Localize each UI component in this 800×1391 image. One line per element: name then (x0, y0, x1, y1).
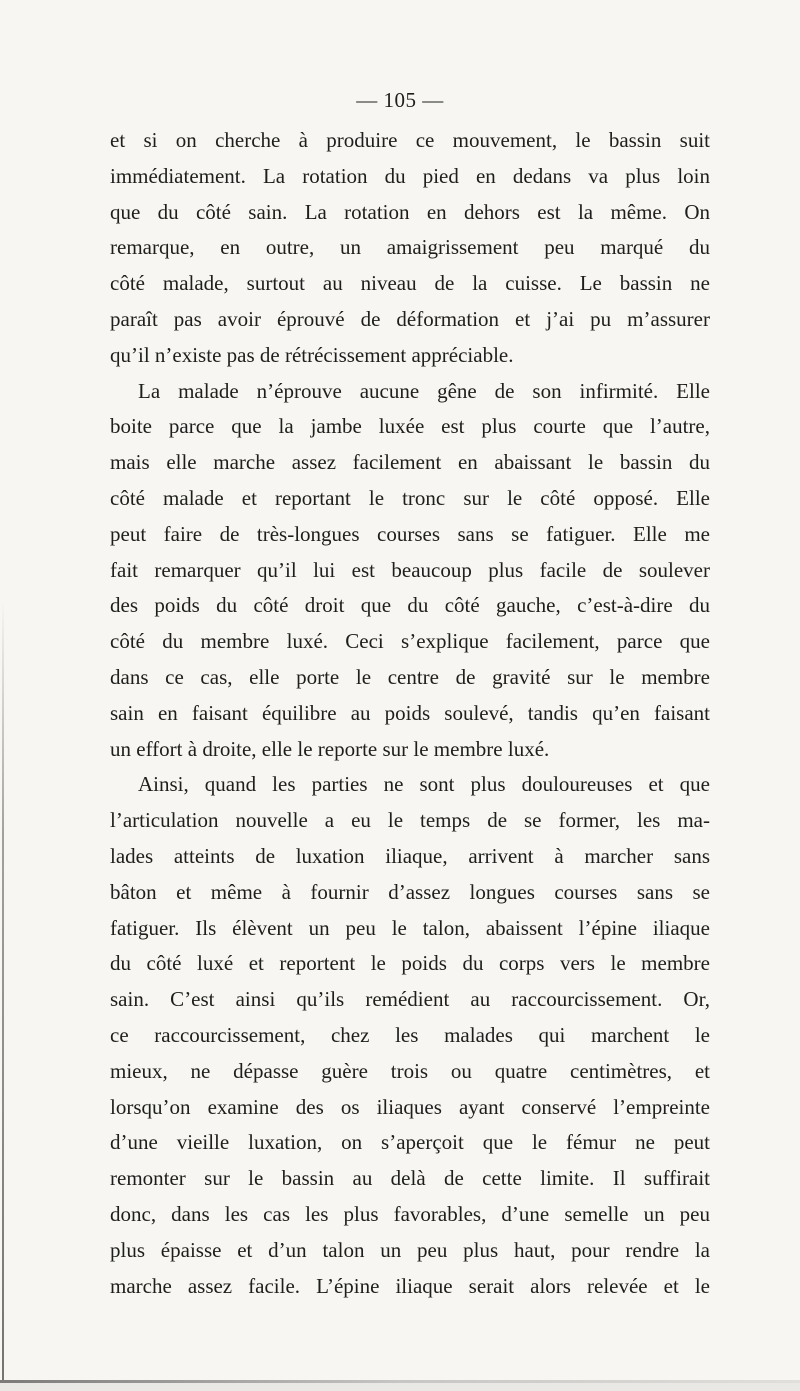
text-line: côté malade, surtout au niveau de la cuisse. Le bassin ne (110, 271, 710, 296)
text-line: côté du membre luxé. Ceci s’explique facilement, parce que (110, 629, 710, 654)
text-line: remarque, en outre, un amaigrissement peu marqué du (110, 235, 710, 260)
text-line: sain en faisant équilibre au poids soulevé, tandis qu’en faisant (110, 700, 710, 725)
text-line: La malade n’éprouve aucune gêne de son infirmité. Elle (138, 378, 710, 403)
text-line: lorsqu’on examine des os iliaques ayant conservé l’empreinte (110, 1094, 710, 1119)
text-line: marche assez facile. L’épine iliaque serait alors relevée et le (110, 1273, 710, 1298)
text-line: et si on cherche à produire ce mouvement, le bassin suit (110, 128, 710, 152)
page-number: — 105 — (356, 88, 444, 112)
text-line: bâton et même à fournir d’assez longues courses sans se (110, 879, 710, 904)
text-line: fait remarquer qu’il lui est beaucoup plus facile de soulever (110, 557, 710, 582)
text-line: donc, dans les cas les plus favorables, d’une semelle un peu (110, 1201, 710, 1226)
text-line: mais elle marche assez facilement en abaissant le bassin du (110, 450, 710, 475)
text-line: dans ce cas, elle porte le centre de gravité sur le membre (110, 664, 710, 689)
text-line: remonter sur le bassin au delà de cette limite. Il suffirait (110, 1166, 710, 1191)
text-line: sain. C’est ainsi qu’ils remédient au raccourcissement. Or, (110, 987, 710, 1012)
text-line: boite parce que la jambe luxée est plus courte que l’autre, (110, 414, 710, 439)
text-line: côté malade et reportant le tronc sur le côté opposé. Elle (110, 485, 710, 510)
text-line: un effort à droite, elle le reporte sur le membre luxé. (110, 736, 550, 761)
text-line: que du côté sain. La rotation en dehors est la même. On (110, 199, 710, 224)
text-line: ce raccourcissement, chez les malades qui marchent le (110, 1022, 710, 1047)
text-line: lades atteints de luxation iliaque, arrivent à marcher sans (110, 843, 710, 868)
text-line: des poids du côté droit que du côté gauche, c’est-à-dire du (110, 593, 710, 618)
body-text (110, 123, 710, 1304)
text-line: fatiguer. Ils élèvent un peu le talon, abaissent l’épine iliaque (110, 915, 710, 940)
text-line: paraît pas avoir éprouvé de déformation et j’ai pu m’assurer (110, 306, 710, 331)
text-line: mieux, ne dépasse guère trois ou quatre centimètres, et (110, 1058, 710, 1083)
text-line: peut faire de très-longues courses sans se fatiguer. Elle me (110, 521, 710, 546)
text-line: l’articulation nouvelle a eu le temps de se former, les ma- (110, 808, 710, 833)
text-line: immédiatement. La rotation du pied en dedans va plus loin (110, 163, 710, 188)
scan-binding-edge (2, 600, 4, 1380)
text-line: Ainsi, quand les parties ne sont plus douloureuses et que (138, 772, 710, 797)
text-line: plus épaisse et d’un talon un peu plus haut, pour rendre la (110, 1237, 710, 1262)
text-line: qu’il n’existe pas de rétrécissement appréciable. (110, 342, 514, 367)
text-line: d’une vieille luxation, on s’aperçoit que le fémur ne peut (110, 1130, 710, 1155)
scan-bottom-shade (0, 1383, 800, 1391)
text-line: du côté luxé et reportent le poids du corps vers le membre (110, 951, 710, 976)
